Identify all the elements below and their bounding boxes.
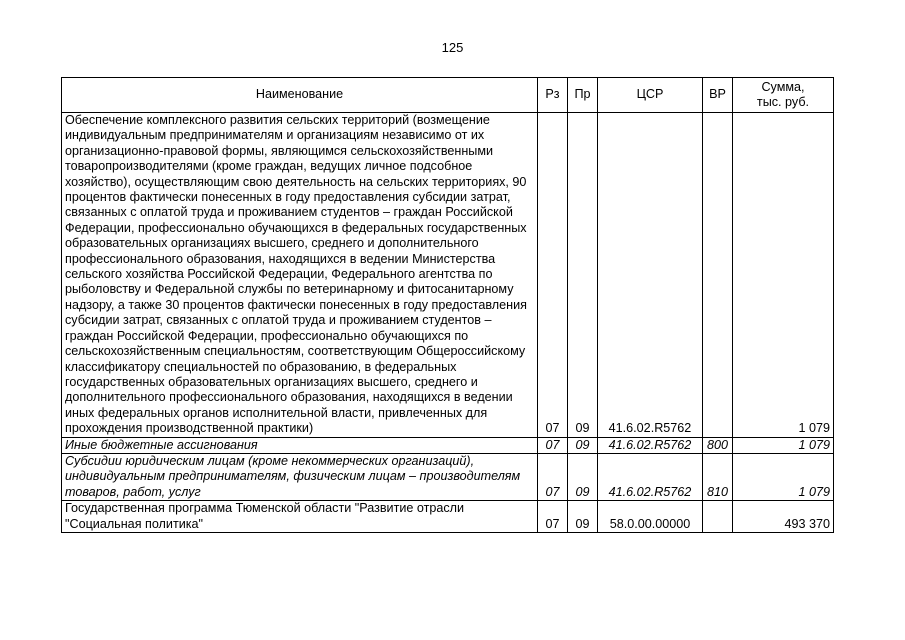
row-rz: 07 xyxy=(538,437,568,453)
header-rz: Рз xyxy=(538,78,568,113)
table-row xyxy=(62,437,834,453)
row-pr: 09 xyxy=(568,437,598,453)
row-pr: 09 xyxy=(568,501,598,533)
table-row xyxy=(62,453,834,500)
row-sum: 493 370 xyxy=(733,501,834,533)
header-csr: ЦСР xyxy=(598,78,703,113)
row-rz: 07 xyxy=(538,113,568,438)
header-sum xyxy=(733,78,834,113)
header-vr: ВР xyxy=(703,78,733,113)
row-sum: 1 079 xyxy=(733,437,834,453)
row-csr: 41.6.02.R5762 xyxy=(598,453,703,500)
page-number: 125 xyxy=(441,40,464,55)
row-pr: 09 xyxy=(568,453,598,500)
row-name: Субсидии юридическим лицам (кроме некоммерческих организаций), индивидуальным предпринимателям, физическим лицам – производителям товаров, работ, услуг xyxy=(62,453,538,500)
row-name: Иные бюджетные ассигнования xyxy=(62,437,538,453)
row-csr: 41.6.02.R5762 xyxy=(598,437,703,453)
row-rz: 07 xyxy=(538,501,568,533)
header-name: Наименование xyxy=(62,78,538,113)
table-header-row xyxy=(62,78,834,113)
row-csr: 58.0.00.00000 xyxy=(598,501,703,533)
table-row xyxy=(62,501,834,533)
row-vr: 800 xyxy=(703,437,733,453)
row-csr: 41.6.02.R5762 xyxy=(598,113,703,438)
header-pr: Пр xyxy=(568,78,598,113)
row-name: Обеспечение комплексного развития сельских территорий (возмещение индивидуальным предпринимателям и организациям независимо от их организационно-правовой формы, являющимся сельскохозяйственными товаропроизводителями (кроме граждан, ведущих личное подсобное хозяйство), осуществляющим свою деятельность на сельских территориях, 90 процентов фактически понесенных в году предоставления субсидии затрат, связанных с оплатой труда и проживанием студентов – граждан Российской Федерации, профессионально обучающихся в федеральных государственных образовательных организациях высшего, среднего и дополнительного профессионального образования, находящихся в ведении Министерства сельского хозяйства Российской Федерации, Федерального агентства по рыболовству и Федеральной службы по ветеринарному и фитосанитарному надзору, а также 30 процентов фактически понесенных в году предоставления субсидии затрат, связанных с оплатой труда и проживанием студентов – граждан Российской Федерации, профессионально обучающихся по сельскохозяйственным специальностям, соответствующим Общероссийскому классификатору специальностей по образованию, в федеральных государственных образовательных организациях высшего, среднего и дополнительного профессионального образования, находящихся в ведении иных федеральных органов исполнительной власти, привлеченных для прохождения производственной практики) xyxy=(62,113,538,438)
row-vr: 810 xyxy=(703,453,733,500)
row-vr xyxy=(703,113,733,438)
row-pr: 09 xyxy=(568,113,598,438)
row-sum: 1 079 xyxy=(733,453,834,500)
header-sum-line2: тыс. руб. xyxy=(756,95,810,109)
row-sum: 1 079 xyxy=(733,113,834,438)
row-rz: 07 xyxy=(538,453,568,500)
row-name: Государственная программа Тюменской области "Развитие отрасли "Социальная политика" xyxy=(62,501,538,533)
table-row xyxy=(62,113,834,438)
row-vr xyxy=(703,501,733,533)
header-sum-line1: Сумма, xyxy=(761,79,805,94)
budget-table xyxy=(61,77,834,533)
